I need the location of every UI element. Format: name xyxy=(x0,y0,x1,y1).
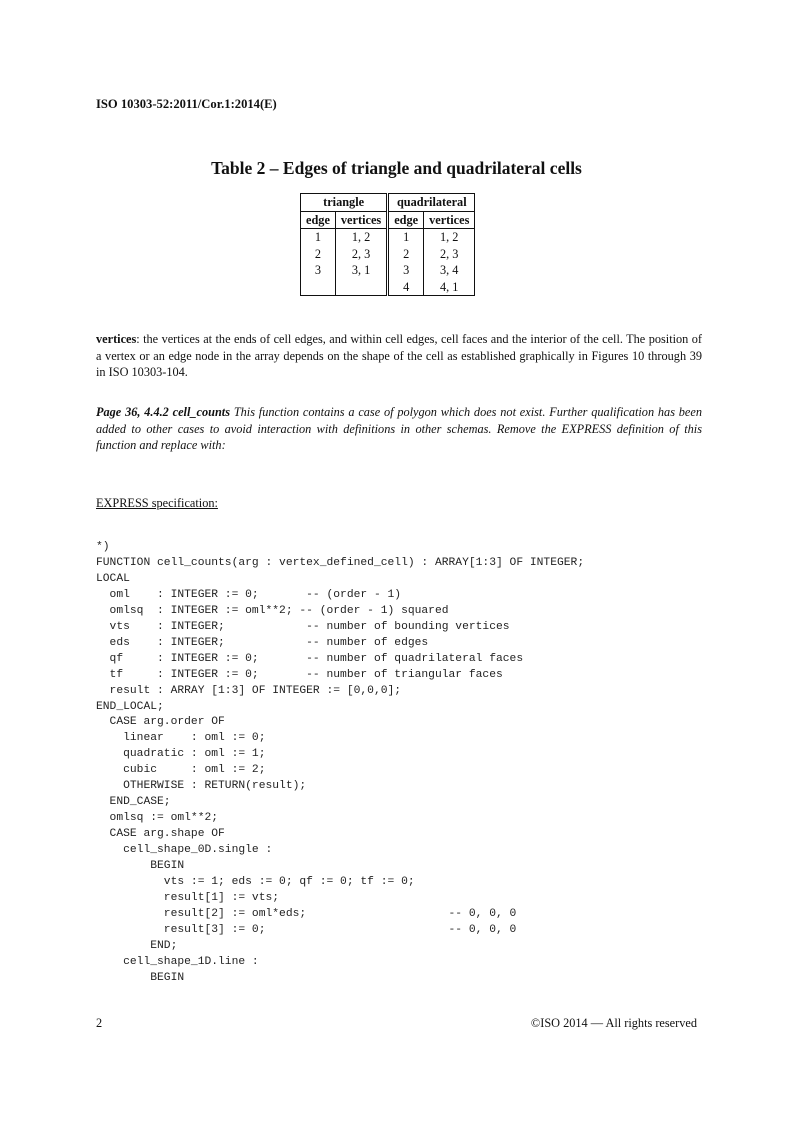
table-cell: 3 xyxy=(388,262,424,279)
definition-term: vertices xyxy=(96,332,137,346)
copyright-notice: ©ISO 2014 — All rights reserved xyxy=(530,1016,697,1030)
table-cell: 2, 3 xyxy=(424,246,475,263)
document-header: ISO 10303-52:2011/Cor.1:2014(E) xyxy=(96,97,277,111)
express-code-block: *) FUNCTION cell_counts(arg : vertex_defined_cell) : ARRAY[1:3] OF INTEGER; LOCAL oml : INTEGER := 0; -- (order - 1) omlsq : INTEGER := oml**2; -- (order - 1) squared vts : INTEGER; -- number of bounding vertices eds : INTEGER; -- number of edges qf : INTEGER := 0; -- number of quadrilateral faces tf : INTEGER := 0; -- number of triangular faces result : ARRAY [1:3] OF INTEGER := [0,0,0]; END_LOCAL; CASE arg.order OF linear : oml := 0; quadratic : oml := 1; cubic : oml := 2; OTHERWISE : RETURN(result); END_CASE; omlsq := oml**2; CASE arg.shape OF cell_shape_0D.single : BEGIN vts := 1; eds := 0; qf := 0; tf := 0; result[1] := vts; result[2] := oml*eds; -- 0, 0, 0 result[3] := 0; -- 0, 0, 0 END; cell_shape_1D.line : BEGIN xyxy=(96,541,585,984)
definition-text: : the vertices at the ends of cell edges, and within cell edges, cell faces and the interior of the cell. The position of a vertex or an edge node in the array depends on the shape of the cell as established graphically in Figures 10 through 39 in ISO 10303-104. xyxy=(96,332,702,379)
table-cell: 2, 3 xyxy=(335,246,387,263)
table-cell: 2 xyxy=(388,246,424,263)
table-row xyxy=(301,279,475,296)
amendment-text: This function contains a case of polygon which does not exist. Further qualification has been added to other cases to avoid interaction with definitions in other schemas. Remove the EXPRESS definition of this function and replace with: xyxy=(96,405,702,452)
table-cell xyxy=(335,279,387,296)
table-cell: 3, 4 xyxy=(424,262,475,279)
table-row xyxy=(301,229,475,246)
column-header: edge xyxy=(388,211,424,229)
table-row xyxy=(301,262,475,279)
table-cell: 4, 1 xyxy=(424,279,475,296)
vertices-definition xyxy=(96,331,702,381)
express-spec-label: EXPRESS specification: xyxy=(96,496,218,510)
table-cell: 1, 2 xyxy=(335,229,387,246)
table-cell: 2 xyxy=(301,246,336,263)
table-cell: 3, 1 xyxy=(335,262,387,279)
table-cell: 3 xyxy=(301,262,336,279)
group-header-quadrilateral: quadrilateral xyxy=(388,194,475,212)
table-cell: 1, 2 xyxy=(424,229,475,246)
table-cell xyxy=(301,279,336,296)
amendment-note xyxy=(96,404,702,454)
table-cell: 4 xyxy=(388,279,424,296)
page-number: 2 xyxy=(96,1016,103,1030)
column-header: vertices xyxy=(335,211,387,229)
table-title: Table 2 – Edges of triangle and quadrilateral cells xyxy=(211,158,582,178)
column-header: vertices xyxy=(424,211,475,229)
group-header-triangle: triangle xyxy=(301,194,388,212)
table-cell: 1 xyxy=(301,229,336,246)
amendment-lead: Page 36, 4.4.2 cell_counts xyxy=(96,405,231,419)
table-cell: 1 xyxy=(388,229,424,246)
table-row xyxy=(301,246,475,263)
edges-table xyxy=(300,193,475,296)
column-header: edge xyxy=(301,211,336,229)
